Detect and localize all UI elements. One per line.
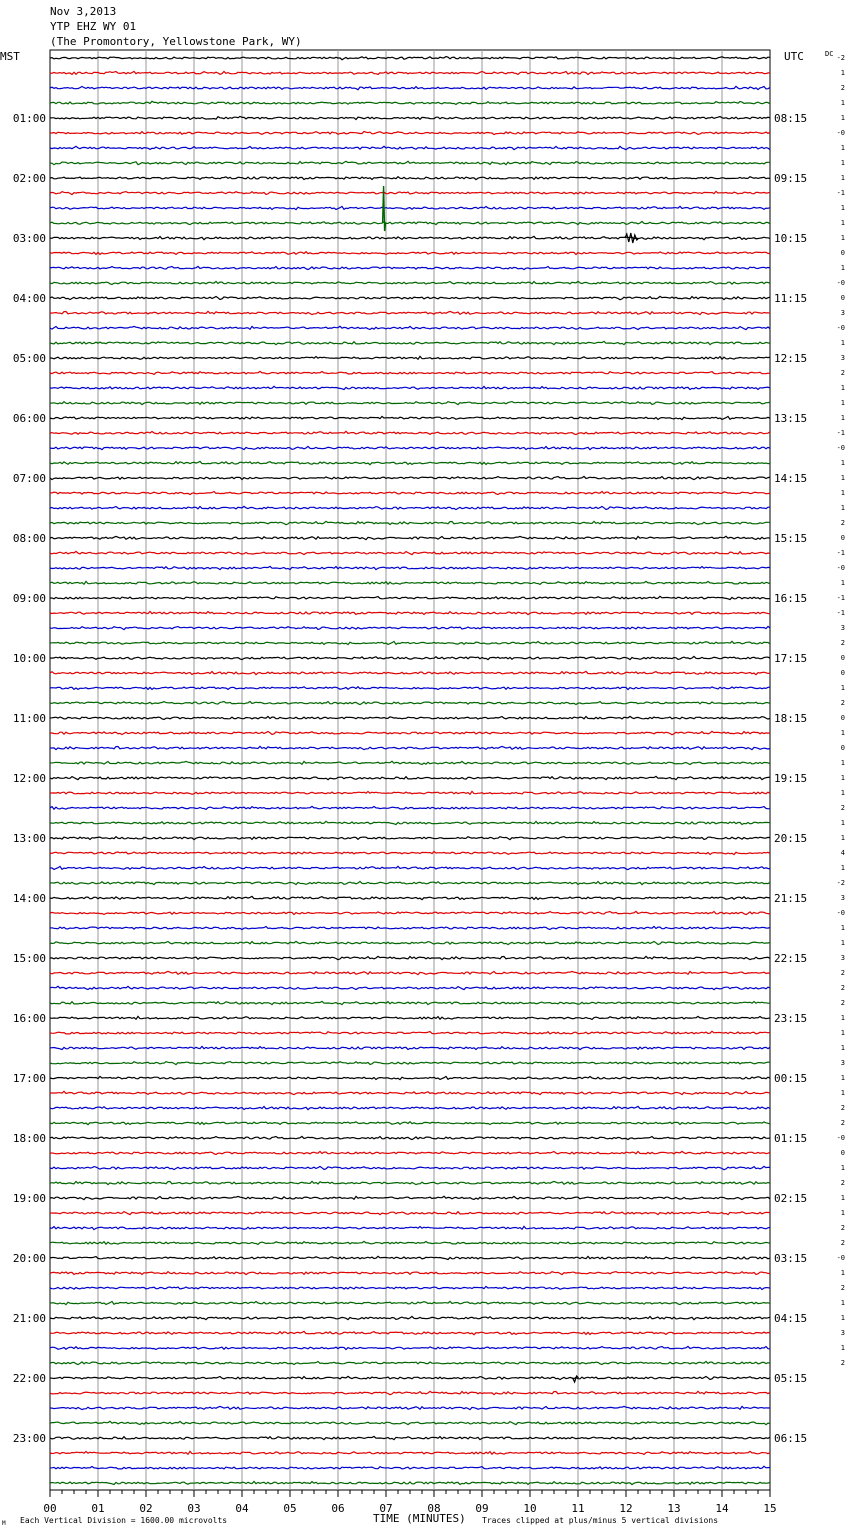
trace-93 [50, 1451, 770, 1454]
dc-offset-label: 0 [840, 534, 845, 542]
dc-offset-label: -1 [836, 549, 845, 557]
dc-offset-label: 1 [840, 1089, 845, 1097]
mst-hour-label: 06:00 [12, 412, 46, 425]
trace-12 [50, 236, 770, 239]
dc-offset-label: 1 [840, 789, 845, 797]
trace-77 [50, 1211, 770, 1214]
trace-21 [50, 371, 770, 374]
utc-hour-label: 03:15 [774, 1252, 808, 1265]
dc-offset-label: 2 [840, 84, 845, 92]
x-tick-label: 01 [91, 1502, 105, 1515]
trace-72 [50, 1136, 770, 1139]
trace-73 [50, 1151, 770, 1154]
trace-29 [50, 491, 770, 494]
trace-64 [50, 1016, 770, 1019]
utc-hour-label: 18:15 [774, 712, 808, 725]
dc-offset-label: 2 [840, 969, 845, 977]
footer-scale-note: Each Vertical Division = 1600.00 microvolts [20, 1516, 228, 1525]
dc-offset-label: 1 [840, 264, 845, 272]
trace-54 [50, 866, 770, 869]
x-tick-label: 07 [379, 1502, 393, 1515]
trace-81 [50, 1272, 770, 1275]
dc-offset-label: 3 [840, 894, 845, 902]
dc-offset-label: 1 [840, 684, 845, 692]
trace-62 [50, 986, 770, 989]
dc-offset-label: -1 [836, 609, 845, 617]
trace-85 [50, 1331, 770, 1334]
trace-83 [50, 1301, 770, 1304]
dc-offset-label: -0 [836, 564, 845, 572]
dc-offset-label: -2 [836, 879, 845, 887]
trace-23 [50, 402, 770, 405]
trace-78 [50, 1226, 770, 1229]
trace-58 [50, 926, 770, 929]
utc-hour-label: 10:15 [774, 232, 808, 245]
utc-hour-label: 23:15 [774, 1012, 808, 1025]
mst-hour-label: 01:00 [12, 112, 46, 125]
x-tick-label: 13 [667, 1502, 681, 1515]
dc-offset-label: 0 [840, 654, 845, 662]
x-tick-label: 04 [235, 1502, 249, 1515]
trace-11 [50, 221, 770, 224]
trace-31 [50, 521, 770, 524]
trace-92 [50, 1436, 770, 1439]
x-tick-label: 09 [475, 1502, 489, 1515]
trace-41 [50, 671, 770, 674]
dc-offset-label: 1 [840, 1029, 845, 1037]
dc-offset-label: 2 [840, 999, 845, 1007]
trace-18 [50, 326, 770, 329]
mst-hour-label: 04:00 [12, 292, 46, 305]
dc-offset-label: 1 [840, 144, 845, 152]
trace-69 [50, 1091, 770, 1094]
trace-75 [50, 1181, 770, 1184]
corner-mark: M [2, 1520, 6, 1527]
mst-hour-label: 13:00 [12, 832, 46, 845]
dc-offset-label: 1 [840, 1269, 845, 1277]
dc-offset-label: 3 [840, 354, 845, 362]
trace-36 [50, 596, 770, 599]
dc-offset-label: 1 [840, 939, 845, 947]
x-tick-label: 00 [43, 1502, 57, 1515]
dc-offset-label: 1 [840, 339, 845, 347]
trace-27 [50, 461, 770, 464]
dc-offset-label: 2 [840, 984, 845, 992]
trace-48 [50, 776, 770, 779]
trace-8 [50, 177, 770, 180]
mst-hour-label: 20:00 [12, 1252, 46, 1265]
dc-offset-label: 2 [840, 1284, 845, 1292]
mst-hour-label: 19:00 [12, 1192, 46, 1205]
dc-offset-label: 1 [840, 114, 845, 122]
trace-3 [50, 101, 770, 104]
trace-26 [50, 446, 770, 449]
trace-7 [50, 161, 770, 164]
dc-offset-label: 2 [840, 1239, 845, 1247]
dc-offset-label: 4 [840, 849, 845, 857]
trace-33 [50, 551, 770, 554]
trace-17 [50, 311, 770, 314]
footer-clip-note: Traces clipped at plus/minus 5 vertical divisions [482, 1516, 719, 1525]
trace-10 [50, 206, 770, 209]
mst-hour-label: 08:00 [12, 532, 46, 545]
trace-79 [50, 1241, 770, 1244]
utc-axis-title: UTC [784, 50, 804, 63]
x-tick-label: 15 [763, 1502, 777, 1515]
mst-hour-label: 02:00 [12, 172, 46, 185]
dc-offset-label: -0 [836, 279, 845, 287]
utc-hour-label: 08:15 [774, 112, 808, 125]
dc-offset-label: 0 [840, 669, 845, 677]
trace-80 [50, 1256, 770, 1259]
dc-offset-label: 3 [840, 624, 845, 632]
dc-offset-label: 1 [840, 504, 845, 512]
utc-hour-label: 15:15 [774, 532, 808, 545]
dc-offset-label: -0 [836, 1254, 845, 1262]
trace-5 [50, 131, 770, 134]
dc-offset-label: -0 [836, 1134, 845, 1142]
dc-offset-label: 1 [840, 1299, 845, 1307]
dc-offset-label: 1 [840, 819, 845, 827]
dc-offset-label: 1 [840, 864, 845, 872]
mst-hour-label: 22:00 [12, 1372, 46, 1385]
trace-76 [50, 1196, 770, 1199]
trace-88 [50, 1376, 770, 1379]
trace-46 [50, 746, 770, 749]
dc-offset-label: 0 [840, 714, 845, 722]
trace-70 [50, 1106, 770, 1109]
dc-offset-label: 2 [840, 1359, 845, 1367]
trace-87 [50, 1361, 770, 1364]
trace-16 [50, 296, 770, 299]
mst-hour-label: 14:00 [12, 892, 46, 905]
trace-55 [50, 881, 770, 884]
dc-offset-label: 1 [840, 459, 845, 467]
trace-68 [50, 1076, 770, 1079]
dc-offset-label: 0 [840, 744, 845, 752]
trace-2 [50, 86, 770, 89]
x-tick-label: 12 [619, 1502, 633, 1515]
dc-offset-label: -0 [836, 129, 845, 137]
dc-offset-label: 2 [840, 699, 845, 707]
dc-offset-label: 3 [840, 1329, 845, 1337]
trace-4 [50, 116, 770, 119]
mst-hour-label: 11:00 [12, 712, 46, 725]
dc-offset-label: 1 [840, 729, 845, 737]
trace-42 [50, 687, 770, 690]
mst-hour-label: 17:00 [12, 1072, 46, 1085]
mst-hour-label: 10:00 [12, 652, 46, 665]
dc-offset-label: 3 [840, 309, 845, 317]
dc-offset-label: 1 [840, 384, 845, 392]
mst-hour-label: 12:00 [12, 772, 46, 785]
mst-axis-title: MST [0, 50, 20, 63]
trace-71 [50, 1122, 770, 1125]
utc-hour-label: 04:15 [774, 1312, 808, 1325]
dc-offset-label: 2 [840, 639, 845, 647]
trace-40 [50, 656, 770, 659]
mst-hour-label: 18:00 [12, 1132, 46, 1145]
trace-59 [50, 941, 770, 944]
utc-hour-label: 22:15 [774, 952, 808, 965]
dc-offset-label: -1 [836, 189, 845, 197]
mst-hour-label: 21:00 [12, 1312, 46, 1325]
trace-50 [50, 806, 770, 809]
utc-hour-label: 06:15 [774, 1432, 808, 1445]
mst-hour-label: 07:00 [12, 472, 46, 485]
trace-43 [50, 701, 770, 704]
mst-hour-label: 05:00 [12, 352, 46, 365]
trace-44 [50, 716, 770, 719]
dc-offset-label: -1 [836, 429, 845, 437]
trace-66 [50, 1046, 770, 1049]
utc-hour-label: 14:15 [774, 472, 808, 485]
dc-offset-label: 1 [840, 1194, 845, 1202]
dc-offset-label: 1 [840, 1314, 845, 1322]
trace-94 [50, 1466, 770, 1469]
dc-offset-label: 3 [840, 1059, 845, 1067]
trace-63 [50, 1001, 770, 1004]
dc-offset-label: -1 [836, 594, 845, 602]
trace-6 [50, 146, 770, 149]
dc-offset-label: 1 [840, 159, 845, 167]
dc-offset-label: -0 [836, 909, 845, 917]
utc-hour-label: 12:15 [774, 352, 808, 365]
dc-offset-label: 1 [840, 234, 845, 242]
dc-offset-label: 2 [840, 369, 845, 377]
dc-offset-label: 2 [840, 1104, 845, 1112]
x-tick-label: 03 [187, 1502, 201, 1515]
trace-49 [50, 791, 770, 794]
trace-20 [50, 356, 770, 359]
trace-89 [50, 1391, 770, 1394]
trace-35 [50, 581, 770, 584]
dc-offset-label: 1 [840, 474, 845, 482]
trace-67 [50, 1062, 770, 1065]
trace-45 [50, 731, 770, 734]
date-label: Nov 3,2013 [50, 5, 117, 18]
trace-22 [50, 386, 770, 389]
dc-offset-label: 3 [840, 954, 845, 962]
trace-15 [50, 281, 770, 284]
dc-offset-label: 1 [840, 399, 845, 407]
trace-60 [50, 956, 770, 959]
dc-offset-label: 1 [840, 579, 845, 587]
x-tick-label: 05 [283, 1502, 297, 1515]
trace-84 [50, 1316, 770, 1319]
trace-65 [50, 1031, 770, 1034]
dc-offset-label: 1 [840, 1209, 845, 1217]
dc-offset-label: 1 [840, 69, 845, 77]
trace-37 [50, 611, 770, 614]
utc-hour-label: 01:15 [774, 1132, 808, 1145]
mst-hour-label: 03:00 [12, 232, 46, 245]
x-tick-label: 14 [715, 1502, 729, 1515]
dc-offset-label: 2 [840, 1179, 845, 1187]
trace-1 [50, 71, 770, 74]
dc-offset-label: 1 [840, 174, 845, 182]
trace-90 [50, 1406, 770, 1409]
station-label: YTP EHZ WY 01 [50, 20, 137, 33]
utc-hour-label: 13:15 [774, 412, 808, 425]
dc-offset-label: 1 [840, 1074, 845, 1082]
trace-32 [50, 536, 770, 539]
x-tick-label: 10 [523, 1502, 537, 1515]
dc-offset-label: 0 [840, 249, 845, 257]
utc-hour-label: 16:15 [774, 592, 808, 605]
trace-95 [50, 1481, 770, 1484]
dc-offset-label: 1 [840, 219, 845, 227]
trace-52 [50, 837, 770, 840]
trace-74 [50, 1166, 770, 1169]
dc-offset-label: -0 [836, 444, 845, 452]
dc-label: DC [825, 50, 834, 58]
dc-offset-label: 1 [840, 759, 845, 767]
dc-offset-label: 1 [840, 204, 845, 212]
mst-hour-label: 16:00 [12, 1012, 46, 1025]
trace-0 [50, 57, 770, 60]
trace-25 [50, 431, 770, 434]
utc-hour-label: 21:15 [774, 892, 808, 905]
x-tick-label: 02 [139, 1502, 153, 1515]
trace-82 [50, 1286, 770, 1289]
trace-51 [50, 821, 770, 824]
x-tick-label: 06 [331, 1502, 345, 1515]
location-label: (The Promontory, Yellowstone Park, WY) [50, 35, 302, 48]
dc-offset-label: 1 [840, 774, 845, 782]
dc-offset-label: 1 [840, 834, 845, 842]
trace-57 [50, 911, 770, 914]
trace-56 [50, 896, 770, 899]
trace-24 [50, 416, 770, 419]
utc-hour-label: 11:15 [774, 292, 808, 305]
trace-34 [50, 566, 770, 569]
trace-53 [50, 851, 770, 854]
dc-offset-label: 2 [840, 519, 845, 527]
dc-offset-label: 1 [840, 1044, 845, 1052]
trace-86 [50, 1346, 770, 1349]
trace-19 [50, 341, 770, 344]
dc-offset-label: 1 [840, 489, 845, 497]
dc-offset-label: 1 [840, 924, 845, 932]
trace-39 [50, 641, 770, 644]
x-tick-label: 11 [571, 1502, 585, 1515]
trace-91 [50, 1421, 770, 1424]
dc-offset-label: -2 [836, 54, 845, 62]
trace-13 [50, 252, 770, 255]
mst-hour-label: 15:00 [12, 952, 46, 965]
trace-28 [50, 476, 770, 479]
dc-offset-label: 2 [840, 1224, 845, 1232]
x-axis-label: TIME (MINUTES) [373, 1512, 466, 1525]
dc-offset-label: 2 [840, 1119, 845, 1127]
dc-offset-label: 1 [840, 1014, 845, 1022]
dc-offset-label: -0 [836, 324, 845, 332]
trace-9 [50, 191, 770, 194]
trace-47 [50, 761, 770, 764]
utc-hour-label: 17:15 [774, 652, 808, 665]
dc-offset-label: 2 [840, 804, 845, 812]
trace-61 [50, 971, 770, 974]
utc-hour-label: 05:15 [774, 1372, 808, 1385]
dc-offset-label: 1 [840, 1344, 845, 1352]
trace-14 [50, 266, 770, 269]
mst-hour-label: 23:00 [12, 1432, 46, 1445]
dc-offset-label: 1 [840, 1164, 845, 1172]
x-tick-label: 08 [427, 1502, 441, 1515]
utc-hour-label: 00:15 [774, 1072, 808, 1085]
dc-offset-label: 1 [840, 414, 845, 422]
utc-hour-label: 19:15 [774, 772, 808, 785]
mst-hour-label: 09:00 [12, 592, 46, 605]
utc-hour-label: 02:15 [774, 1192, 808, 1205]
dc-offset-label: 1 [840, 99, 845, 107]
dc-offset-label: 0 [840, 1149, 845, 1157]
trace-30 [50, 506, 770, 509]
utc-hour-label: 09:15 [774, 172, 808, 185]
dc-offset-label: 0 [840, 294, 845, 302]
trace-38 [50, 626, 770, 629]
utc-hour-label: 20:15 [774, 832, 808, 845]
